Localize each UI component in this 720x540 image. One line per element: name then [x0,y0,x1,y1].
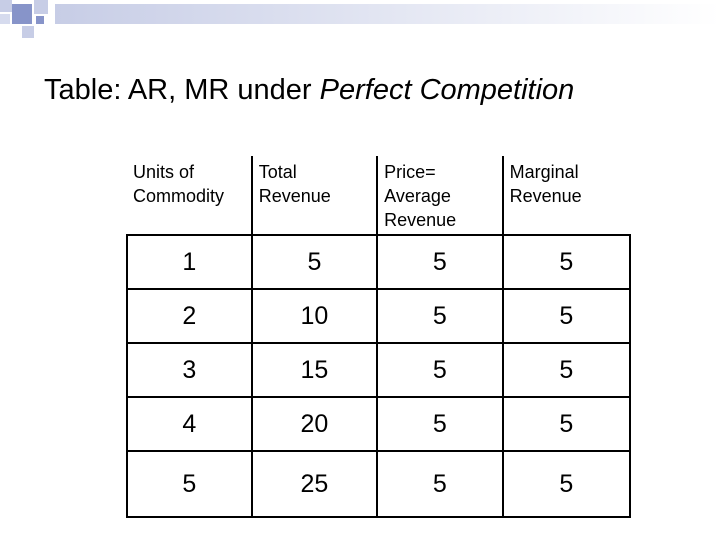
cell-units: 5 [127,451,252,517]
table-row [127,235,630,289]
cell-total-revenue: 20 [252,397,377,451]
cell-units: 4 [127,397,252,451]
table-row [127,451,630,517]
slide-decoration [0,0,720,40]
cell-marginal-revenue: 5 [503,397,630,451]
table-row [127,289,630,343]
header-price-line3: Revenue [384,210,457,230]
title-prefix: Table: AR, MR under [44,74,320,106]
cell-units: 3 [127,343,252,397]
header-marginal-line2: Revenue [509,186,582,206]
cell-total-revenue: 25 [252,451,377,517]
cell-marginal-revenue: 5 [503,235,630,289]
header-marginal-line1: Marginal [509,162,579,182]
table-header-row [127,156,630,235]
cell-total-revenue: 15 [252,343,377,397]
revenue-table [126,156,631,518]
cell-average-revenue: 5 [377,343,502,397]
slide-title [44,74,574,107]
header-total-line1: Total [258,162,297,182]
cell-total-revenue: 5 [252,235,377,289]
table-row [127,343,630,397]
cell-average-revenue: 5 [377,235,502,289]
cell-units: 1 [127,235,252,289]
cell-marginal-revenue: 5 [503,289,630,343]
cell-marginal-revenue: 5 [503,451,630,517]
header-marginal [503,156,630,235]
cell-units: 2 [127,289,252,343]
header-units [127,156,252,235]
header-price-line2: Average [384,186,451,206]
title-emphasis: Perfect Competition [319,74,575,106]
header-total-line2: Revenue [258,186,331,206]
header-price [377,156,502,235]
header-units-line1: Units of [133,162,195,182]
cell-average-revenue: 5 [377,451,502,517]
table-row [127,397,630,451]
header-total [252,156,377,235]
cell-average-revenue: 5 [377,397,502,451]
cell-total-revenue: 10 [252,289,377,343]
cell-marginal-revenue: 5 [503,343,630,397]
header-units-line2: Commodity [133,186,225,206]
header-price-line1: Price= [384,162,436,182]
cell-average-revenue: 5 [377,289,502,343]
